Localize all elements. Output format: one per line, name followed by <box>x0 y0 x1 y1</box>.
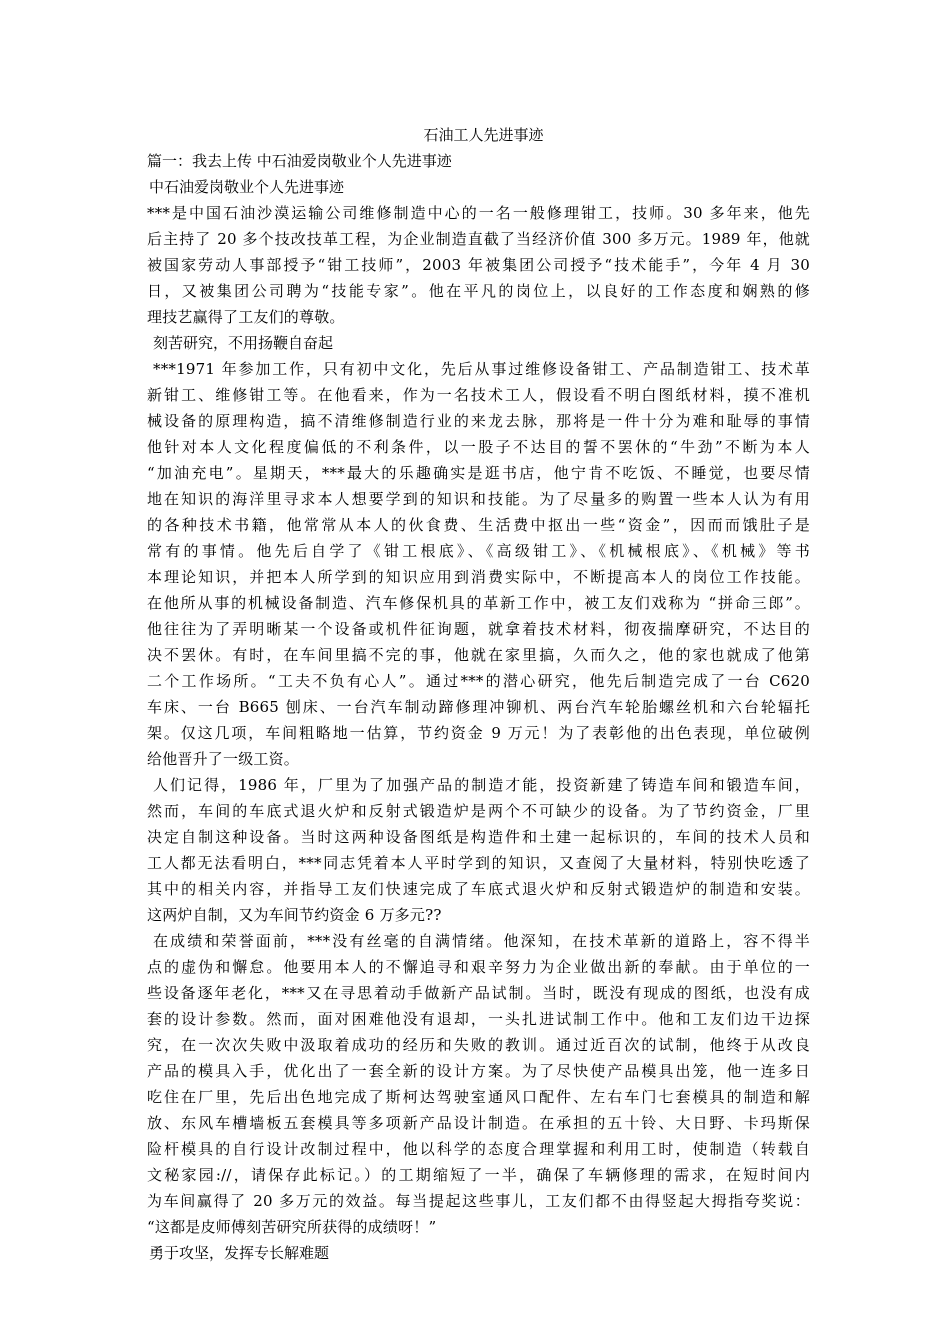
text-line: 然而，车间的车底式退火炉和反射式锻造炉是两个不可缺少的设备。为了节约资金，厂里 <box>147 802 810 820</box>
text-line: 产品的模具入手，优化出了一套全新的设计方案。为了尽快使产品模具出笼，他一连多日 <box>147 1062 810 1080</box>
text-line: 套的设计参数。然而，面对困难他没有退却，一头扎进试制工作中。他和工友们边干边探 <box>147 1010 810 1028</box>
text-line: 在他所从事的机械设备制造、汽车修保机具的革新工作中，被工友们戏称为 “拼命三郎”。 <box>147 594 810 612</box>
text-line: 究，在一次次失败中汲取着成功的经历和失败的教训。通过近百次的试制，他终于从改良 <box>147 1036 810 1054</box>
text-line: “这都是皮师傅刻苦研究所获得的成绩呀！” <box>147 1218 437 1236</box>
text-line: 在成绩和荣誉面前，***没有丝毫的自满情绪。他深知，在技术革新的道路上，容不得半 <box>153 932 810 950</box>
text-line: 二个工作场所。“工夫不负有心人”。通过***的潜心研究，他先后制造完成了一台 C620 <box>147 672 810 690</box>
document-title: 石油工人先进事迹 <box>423 126 544 144</box>
text-line: 文秘家园://，请保存此标记。）的工期缩短了一半，确保了车辆修理的需求，在短时间内 <box>147 1166 810 1184</box>
text-line: “加油充电”。星期天，***最大的乐趣确实是逛书店，他宁肯不吃饭、不睡觉，也要尽情 <box>147 464 810 482</box>
text-line: 决定自制这种设备。当时这两种设备图纸是构造件和土建一起标识的，车间的技术人员和 <box>147 828 810 846</box>
paragraph-1986 <box>147 772 810 928</box>
text-line: 械设备的原理构造，搞不清维修制造行业的来龙去脉，那将是一件十分为难和耻辱的事情 <box>147 412 810 430</box>
text-line: ***1971 年参加工作，只有初中文化，先后从事过维修设备钳工、产品制造钳工、技术革 <box>153 360 810 378</box>
text-line: 地在知识的海洋里寻求本人想要学到的知识和技能。为了尽量多的购置一些本人认为有用 <box>147 490 810 508</box>
paragraph-study <box>147 356 810 772</box>
text-line: 新钳工、维修钳工等。在他看来，作为一名技术工人，假设看不明白图纸材料，摸不准机 <box>147 386 810 404</box>
text-line: 后主持了 20 多个技改技革工程，为企业制造直截了当经济价值 300 多万元。1989 年，他就 <box>147 230 810 248</box>
paragraph-intro <box>147 200 810 330</box>
text-line: 这两炉自制，又为车间节约资金 6 万多元?? <box>147 906 442 924</box>
text-line: 为车间赢得了 20 多万元的效益。每当提起这些事儿，工友们都不由得竖起大拇指夸奖说： <box>147 1192 810 1210</box>
text-line: 常有的事情。他先后自学了《钳工根底》、《高级钳工》、《机械根底》、《机械》等书 <box>147 542 810 560</box>
text-line: 些设备逐年老化，***又在寻思着动手做新产品试制。当时，既没有现成的图纸，也没有成 <box>147 984 810 1002</box>
text-line: 架。仅这几项，车间粗略地一估算，节约资金 9 万元！为了表彰他的出色表现，单位破例 <box>147 724 810 742</box>
text-line: 理技艺赢得了工友们的尊敬。 <box>147 308 345 326</box>
text-line: 被国家劳动人事部授予“钳工技师”，2003 年被集团公司授予“技术能手”，今年 4 月 30 <box>147 256 810 274</box>
section-heading-tackle: 勇于攻坚，发挥专长解难题 <box>149 1244 330 1262</box>
text-line: 车床、一台 B665 刨床、一台汽车制动蹄修理冲铆机、两台汽车轮胎螺丝机和六台轮辐托 <box>147 698 810 716</box>
text-line: 放、东风车槽墙板五套模具等多项新产品设计制造。在承担的五十铃、大日野、卡玛斯保 <box>147 1114 810 1132</box>
text-line: 点的虚伪和懈怠。他要用本人的不懈追寻和艰辛努力为企业做出新的奉献。由于单位的一 <box>147 958 810 976</box>
text-line: 他针对本人文化程度偏低的不利条件，以一股子不达目的誓不罢休的“牛劲”不断为本人 <box>147 438 810 456</box>
paragraph-achievements <box>147 928 810 1240</box>
text-line: 其中的相关内容，并指导工友们快速完成了车底式退火炉和反射式锻造炉的制造和安装。 <box>147 880 810 898</box>
text-line: 险杆模具的自行设计改制过程中，他以科学的态度合理掌握和利用工时，使制造（转载自 <box>147 1140 810 1158</box>
text-line: 给他晋升了一级工资。 <box>147 750 300 768</box>
text-line: 决不罢休。有时，在车间里搞不完的事，他就在家里搞，久而久之，他的家也就成了他第 <box>147 646 810 664</box>
text-line: 本理论知识，并把本人所学到的知识应用到消费实际中，不断提高本人的岗位工作技能。 <box>147 568 810 586</box>
text-line: 人们记得，1986 年，厂里为了加强产品的制造才能，投资新建了铸造车间和锻造车间， <box>153 776 810 794</box>
text-line: 他往往为了弄明晰某一个设备或机件征询题，就拿着技术材料，彻夜揣摩研究，不达目的 <box>147 620 810 638</box>
heading-article-1: 篇一：我去上传 中石油爱岗敬业个人先进事迹 <box>147 152 452 170</box>
text-line: 日，又被集团公司聘为“技能专家”。他在平凡的岗位上，以良好的工作态度和娴熟的修 <box>147 282 810 300</box>
text-line: 的各种技术书籍，他常常从本人的伙食费、生活费中抠出一些“资金”，因而而饿肚子是 <box>147 516 810 534</box>
text-line: 吃住在厂里，先后出色地完成了斯柯达驾驶室通风口配件、左右车门七套模具的制造和解 <box>147 1088 810 1106</box>
document-page <box>147 122 810 1266</box>
text-line: 工人都无法看明白，***同志凭着本人平时学到的知识，又查阅了大量材料，特别快吃透了 <box>147 854 810 872</box>
heading-subtitle: 中石油爱岗敬业个人先进事迹 <box>149 178 345 196</box>
text-line: ***是中国石油沙漠运输公司维修制造中心的一名一般修理钳工，技师。30 多年来，他先 <box>147 204 810 222</box>
section-heading-study: 刻苦研究，不用扬鞭自奋起 <box>153 334 334 352</box>
